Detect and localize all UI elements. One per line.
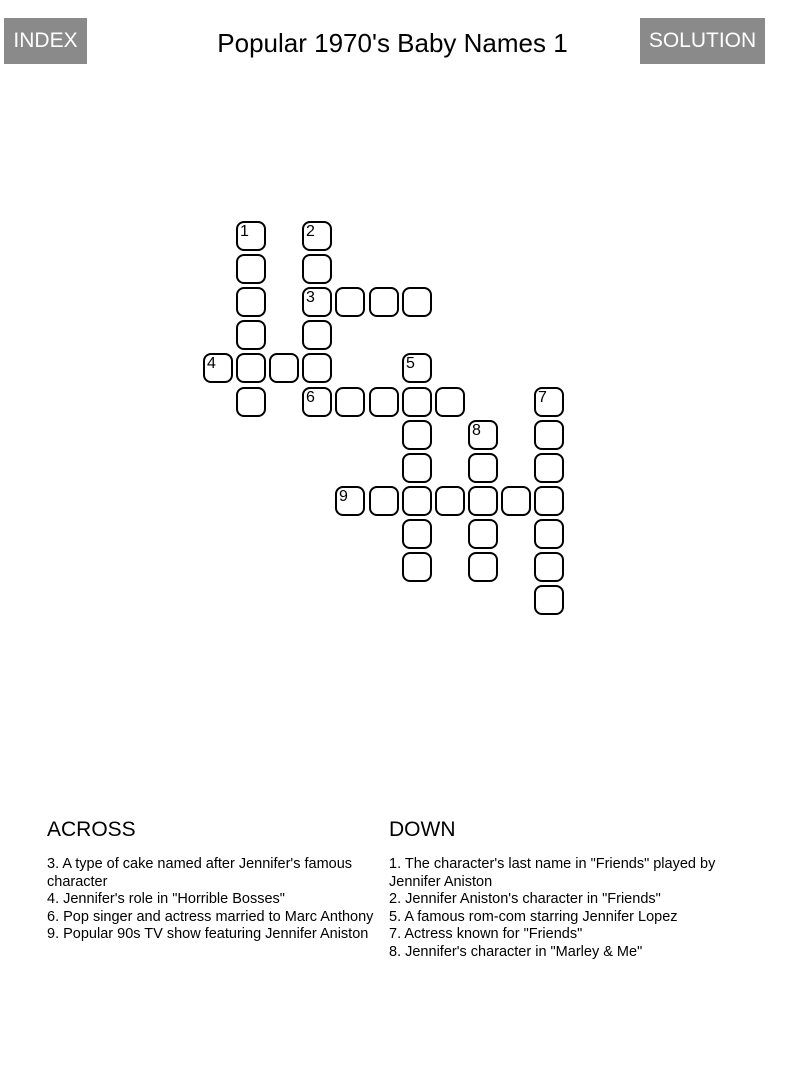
- clue-number: 1: [240, 223, 249, 240]
- crossword-cell[interactable]: [236, 353, 266, 383]
- down-clue: 7. Actress known for "Friends": [389, 926, 583, 942]
- crossword-cell[interactable]: [468, 519, 498, 549]
- crossword-cell[interactable]: [534, 420, 564, 450]
- crossword-cell[interactable]: [402, 420, 432, 450]
- down-clue: 8. Jennifer's character in "Marley & Me": [389, 943, 643, 960]
- crossword-cell[interactable]: [302, 287, 332, 317]
- crossword-cell[interactable]: [302, 221, 332, 251]
- across-clue: 9. Popular 90s TV show featuring Jennifer Aniston: [47, 926, 369, 942]
- crossword-cell[interactable]: [302, 320, 332, 350]
- across-clue: 6. Pop singer and actress married to Marc Anthony: [47, 908, 374, 925]
- crossword-cell[interactable]: [236, 221, 266, 251]
- crossword-cell[interactable]: [302, 254, 332, 284]
- crossword-cell[interactable]: [435, 387, 465, 417]
- crossword-cell[interactable]: [236, 254, 266, 284]
- crossword-cell[interactable]: [269, 353, 299, 383]
- crossword-cell[interactable]: [302, 387, 332, 417]
- crossword-cell[interactable]: [335, 387, 365, 417]
- across-clues: [47, 818, 377, 944]
- crossword-cell[interactable]: [236, 387, 266, 417]
- down-clue: 2. Jennifer Aniston's character in "Friends": [389, 891, 661, 907]
- crossword-cell[interactable]: [435, 486, 465, 516]
- crossword-cell[interactable]: [534, 585, 564, 615]
- crossword-cell[interactable]: [534, 387, 564, 417]
- clue-number: 9: [339, 488, 348, 505]
- down-clues: [389, 818, 734, 961]
- clue-number: 7: [538, 389, 547, 406]
- solution-button[interactable]: SOLUTION: [640, 18, 765, 64]
- crossword-cell[interactable]: [534, 519, 564, 549]
- crossword-cell[interactable]: [468, 420, 498, 450]
- crossword-cell[interactable]: [534, 552, 564, 582]
- down-clue: 1. The character's last name in "Friends" played by Jennifer Aniston: [389, 856, 716, 890]
- crossword-cell[interactable]: [203, 353, 233, 383]
- down-clue: 5. A famous rom-com starring Jennifer Lopez: [389, 908, 678, 925]
- clue-number: 5: [406, 355, 415, 372]
- crossword-cell[interactable]: [236, 287, 266, 317]
- across-clue: 4. Jennifer's role in "Horrible Bosses": [47, 891, 285, 907]
- down-heading: DOWN: [389, 818, 456, 841]
- crossword-cell[interactable]: [369, 287, 399, 317]
- crossword-cell[interactable]: [402, 552, 432, 582]
- crossword-cell[interactable]: [369, 387, 399, 417]
- crossword-cell[interactable]: [468, 486, 498, 516]
- clue-number: 4: [207, 355, 216, 372]
- crossword-cell[interactable]: [501, 486, 531, 516]
- across-heading: ACROSS: [47, 818, 136, 841]
- across-clue: 3. A type of cake named after Jennifer's famous character: [47, 856, 353, 890]
- crossword-cell[interactable]: [468, 552, 498, 582]
- crossword-cell[interactable]: [302, 353, 332, 383]
- clue-number: 3: [306, 289, 315, 306]
- crossword-cell[interactable]: [236, 320, 266, 350]
- crossword-cell[interactable]: [335, 486, 365, 516]
- clue-number: 8: [472, 422, 481, 439]
- crossword-cell[interactable]: [534, 453, 564, 483]
- crossword-cell[interactable]: [402, 287, 432, 317]
- crossword-cell[interactable]: [402, 387, 432, 417]
- crossword-cell[interactable]: [369, 486, 399, 516]
- crossword-cell[interactable]: [402, 353, 432, 383]
- crossword-cell[interactable]: [468, 453, 498, 483]
- crossword-cell[interactable]: [534, 486, 564, 516]
- clue-number: 6: [306, 389, 315, 406]
- clue-number: 2: [306, 223, 315, 240]
- crossword-cell[interactable]: [402, 519, 432, 549]
- crossword-cell[interactable]: [335, 287, 365, 317]
- page-title: Popular 1970's Baby Names 1: [217, 28, 568, 58]
- crossword-cell[interactable]: [402, 486, 432, 516]
- index-button[interactable]: INDEX: [4, 18, 87, 64]
- crossword-cell[interactable]: [402, 453, 432, 483]
